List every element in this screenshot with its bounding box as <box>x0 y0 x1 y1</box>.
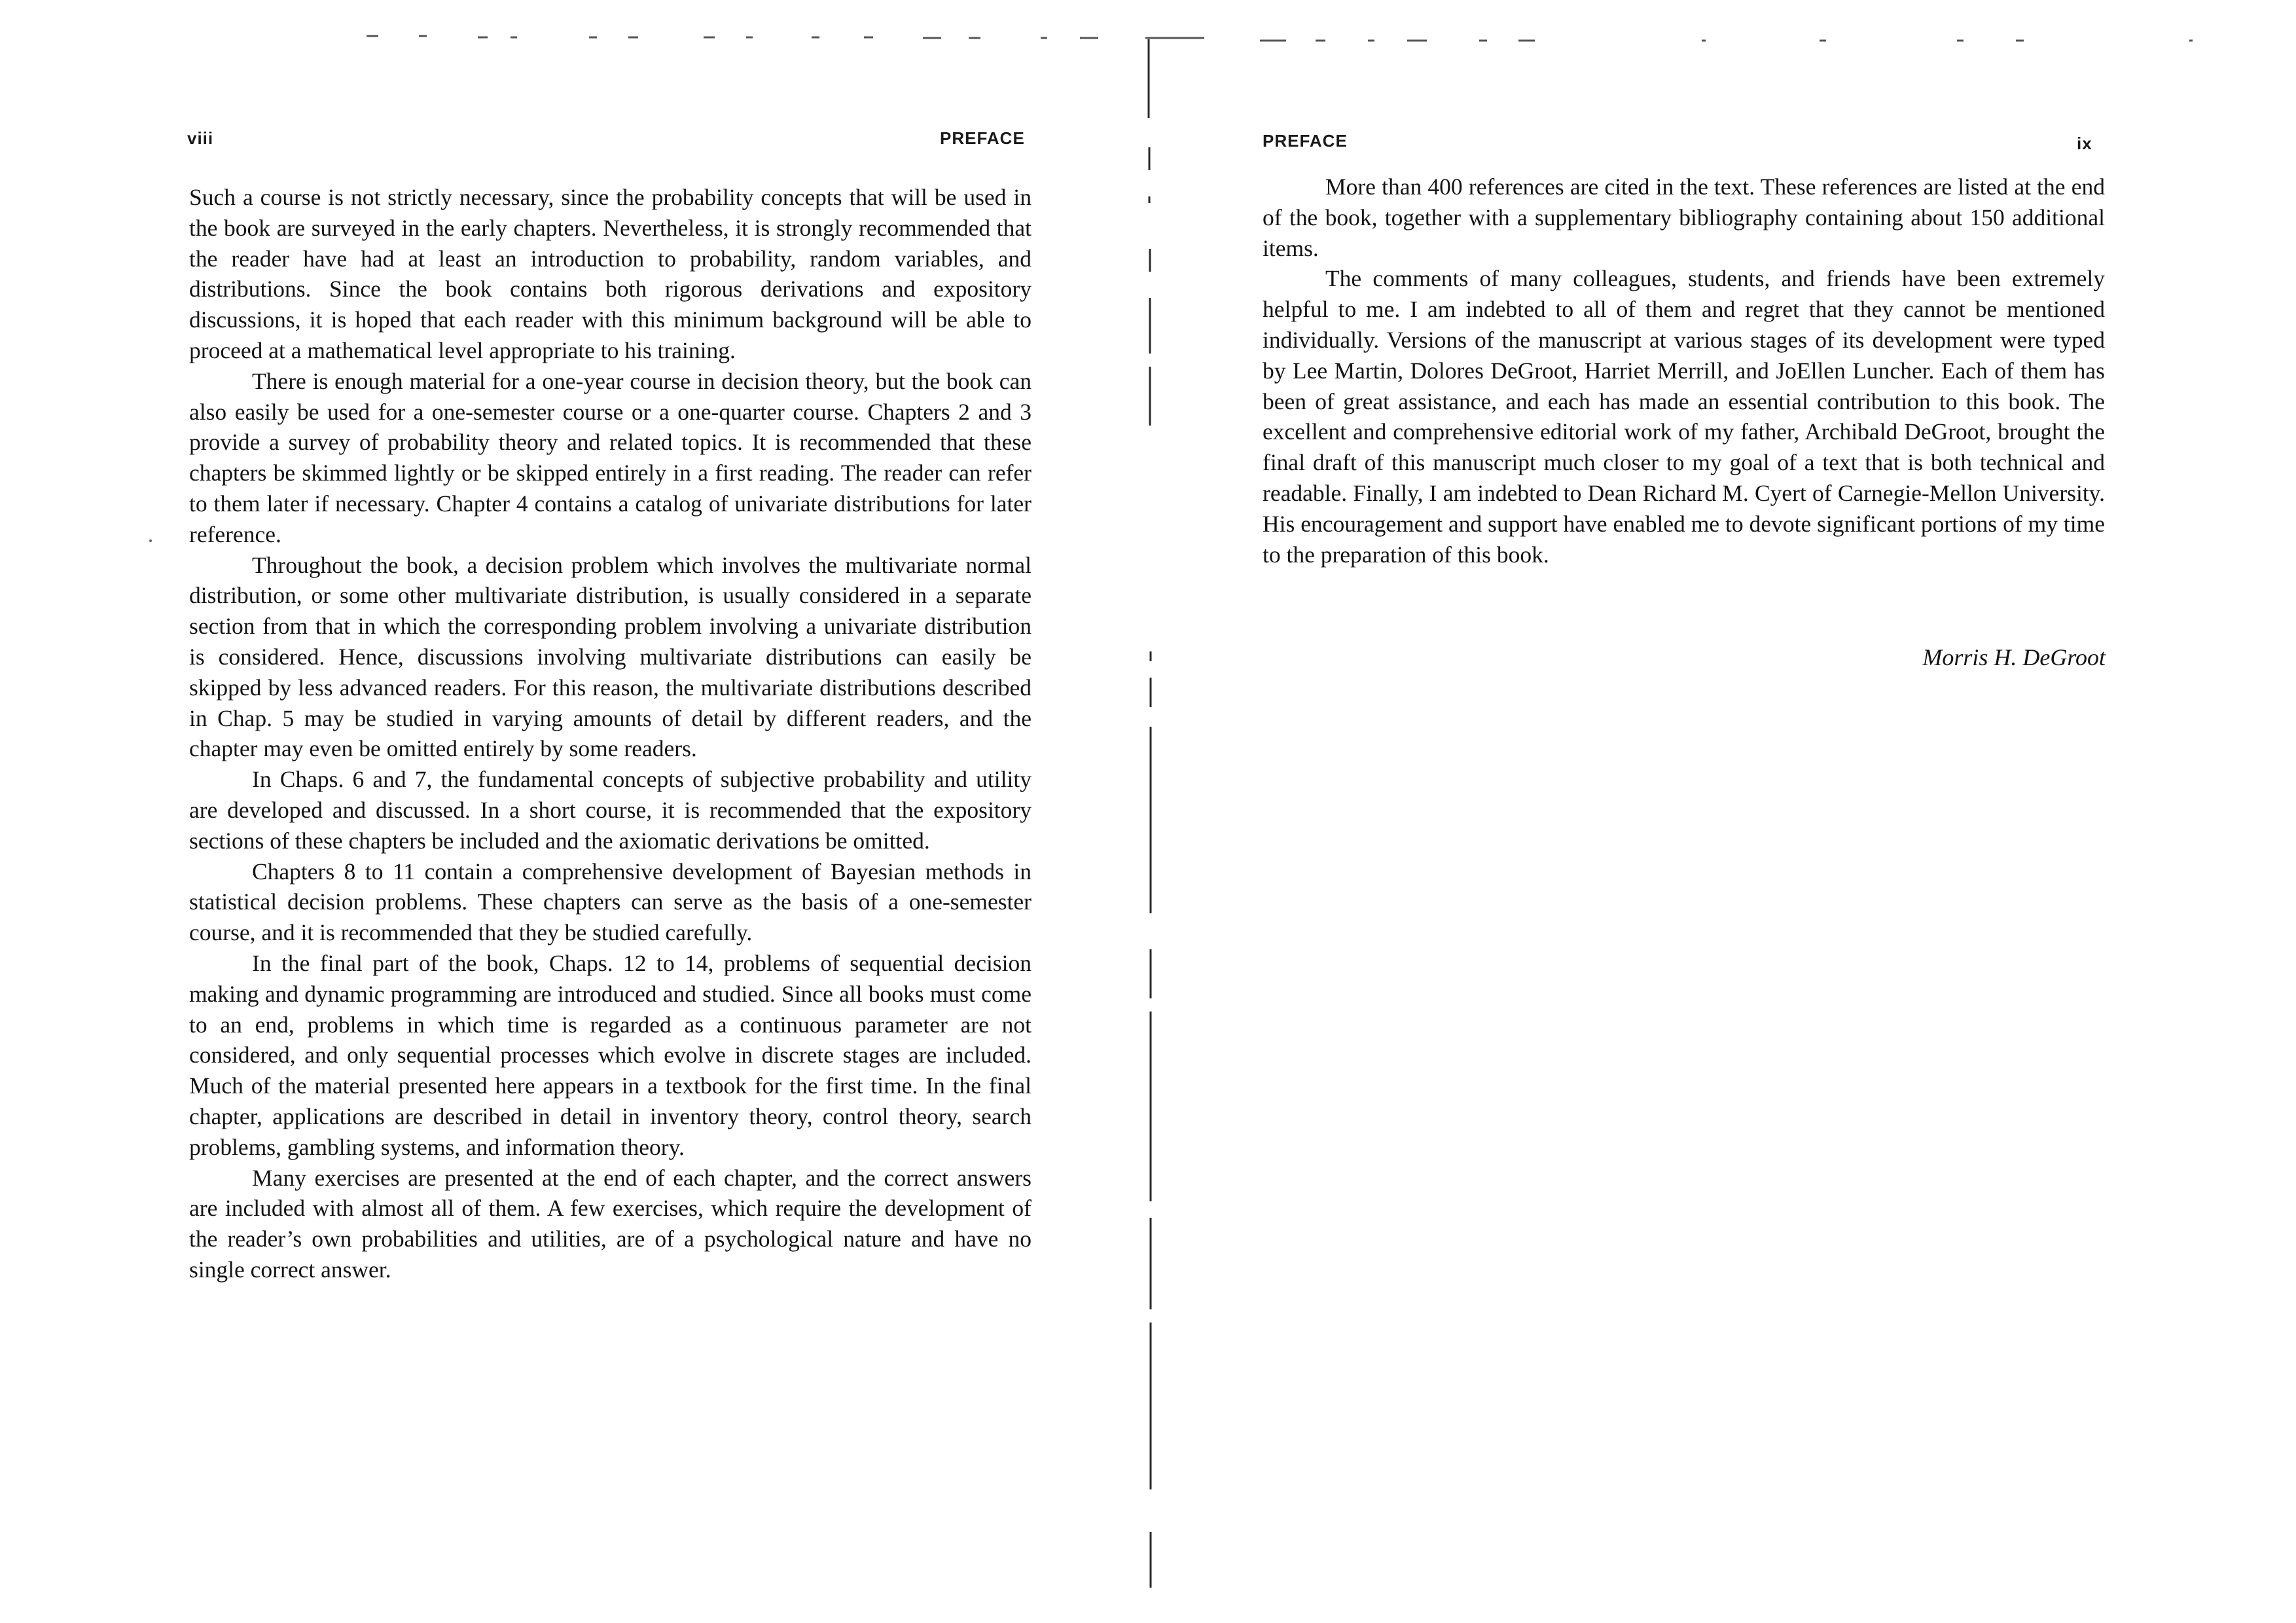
author-signature: Morris H. DeGroot <box>1922 644 2106 670</box>
left-body-text <box>189 182 1031 1285</box>
paragraph: The comments of many colleagues, students, and friends have been extremely helpful to me. I am indebted to all of them and regret that they cannot be mentioned individually. Versions of the manuscript at various stages of its development were typed by Lee Martin, Dolores DeGroot, Harriet Merrill, and JoEllen Luncher. Each of them has been of great assistance, and each has made an essential contribution to this book. The excellent and comprehensive editorial work of my father, Archibald DeGroot, brought the final draft of this manuscript much closer to my goal of a text that is both technical and readable. Finally, I am indebted to Dean Richard M. Cyert of Carnegie-Mellon University. His encouragement and support have enabled me to devote significant portions of my time to the preparation of this book. <box>1263 265 2105 568</box>
paragraph: There is enough material for a one-year course in decision theory, but the book can also easily be used for a one-semester course or a one-quarter course. Chapters 2 and 3 provide a survey of probability theory and related topics. It is recommended that these chapters be skimmed lightly or be skipped entirely in a first reading. The reader can refer to them later if necessary. Chapter 4 contains a catalog of univariate distributions for later reference. <box>189 367 1031 547</box>
left-running-head: PREFACE <box>940 128 1025 148</box>
right-running-head: PREFACE <box>1263 131 1348 151</box>
paragraph: In Chaps. 6 and 7, the fundamental concepts of subjective probability and utility are developed and discussed. In a short course, it is recommended that the expository sections of these chapters be included and the axiomatic derivations be omitted. <box>189 766 1031 854</box>
paragraph: In the final part of the book, Chaps. 12 to 14, problems of sequential decision making and dynamic programming are introduced and studied. Since all books must come to an end, problems in which time is regarded as a continuous parameter are not considered, and only sequential processes which evolve in discrete stages are included. Much of the material presented here appears in a textbook for the first time. In the final chapter, applications are described in detail in inventory theory, control theory, search problems, gambling systems, and information theory. <box>189 949 1031 1160</box>
left-page <box>0 0 1139 1623</box>
paragraph: Many exercises are presented at the end of each chapter, and the correct answers are included with almost all of them. A few exercises, which require the development of the reader’s own probabilities and utilities, are of a psychological nature and have no single correct answer. <box>189 1164 1031 1283</box>
paragraph: More than 400 references are cited in the text. These references are listed at the end of the book, together with a supplementary bibliography containing about 150 additional items. <box>1263 173 2105 261</box>
paragraph: Throughout the book, a decision problem which involves the multivariate normal distribution, or some other multivariate distribution, is usually considered in a separate section from that in which the corresponding problem involving a univariate distribution is considered. Hence, discussions involving multivariate distributions can easily be skipped by less advanced readers. For this reason, the multivariate distributions described in Chap. 5 may be studied in varying amounts of detail by different readers, and the chapter may even be omitted entirely by some readers. <box>189 551 1031 762</box>
right-page-number: ix <box>2077 134 2092 153</box>
paragraph: Such a course is not strictly necessary, since the probability concepts that will be used in the book are surveyed in the early chapters. Nevertheless, it is strongly recommended that the reader have had at least an introduction to probability, random variables, and distributions. Since the book contains both rigorous derivations and expository discussions, it is hoped that each reader with this minimum background will be able to proceed at a mathematical level appropriate to his training. <box>189 184 1031 363</box>
right-page <box>1139 0 2296 1623</box>
left-page-number: viii <box>187 128 214 148</box>
right-body-text <box>1263 172 2105 570</box>
paragraph: Chapters 8 to 11 contain a comprehensive development of Bayesian methods in statistical decision problems. These chapters can serve as the basis of a one-semester course, and it is recommended that they be studied carefully. <box>189 858 1031 946</box>
